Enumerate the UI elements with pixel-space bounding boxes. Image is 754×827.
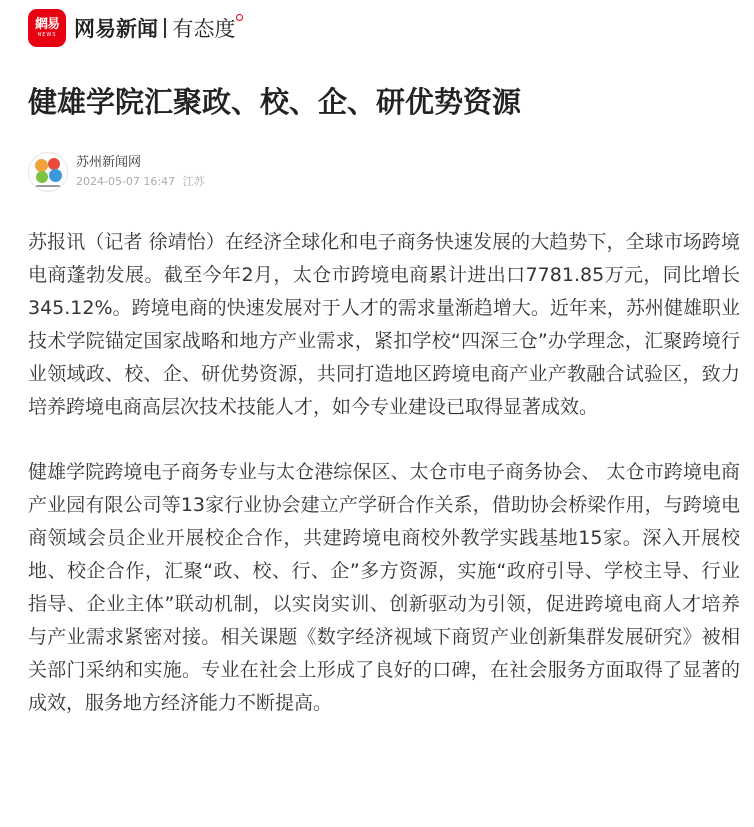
article-source: [28, 152, 205, 192]
netease-logo[interactable]: [28, 9, 66, 47]
article-title: 健雄学院汇聚政、校、企、研优势资源: [28, 85, 522, 119]
site-header: [28, 8, 236, 48]
source-name[interactable]: 苏州新闻网: [76, 155, 142, 170]
article-paragraph: 苏报讯（记者 徐靖怡）在经济全球化和电子商务快速发展的大趋势下，全球市场跨境电商蓬勃发展。截至今年2月，太仓市跨境电商累计进出口7781.85万元，同比增长345.12%。跨境电商的快速发展对于人才的需求量渐趋增大。近年来，苏州健雄职业技术学院锚定国家战略和地方产业需求，紧扣学校“四深三仓”办学理念，汇聚跨境行业领域政、校、企、研优势资源，共同打造地区跨境电商产业产教融合试验区，致力培养跨境电商高层次技术技能人才，如今专业建设已取得显著成效。: [28, 231, 740, 418]
article-paragraph: 健雄学院跨境电子商务专业与太仓港综保区、太仓市电子商务协会、 太仓市跨境电商产业园有限公司等13家行业协会建立产学研合作关系，借助协会桥梁作用，与跨境电商领域会员企业开展校企合作，共建跨境电商校外教学实践基地15家。深入开展校地、校企合作，汇聚“政、校、行、企”多方资源，实施“政府引导、学校主导、行业指导、企业主体”联动机制，以实岗实训、创新驱动为引领，促进跨境电商人才培养与产业需求紧密对接。相关课题《数字经济视域下商贸产业创新集群发展研究》被相关部门采纳和实施。专业在社会上形成了良好的口碑，在社会服务方面取得了显著的成效，服务地方经济能力不断提高。: [28, 461, 740, 714]
source-meta: [76, 174, 205, 190]
slogan-dot-icon: [236, 14, 243, 21]
publish-datetime: 2024-05-07 16:47: [76, 175, 176, 188]
brand-divider: [164, 18, 166, 38]
source-info: [76, 154, 205, 190]
logo-text: 網易: [34, 17, 59, 32]
publish-location: 江苏: [182, 175, 205, 188]
logo-subtext: NEWS: [37, 32, 57, 38]
slogan-text: 有态度: [172, 17, 236, 41]
brand-name[interactable]: 网易新闻: [74, 17, 158, 41]
brand-slogan: [173, 13, 236, 43]
article-body: [28, 226, 740, 752]
source-avatar[interactable]: [28, 152, 68, 192]
